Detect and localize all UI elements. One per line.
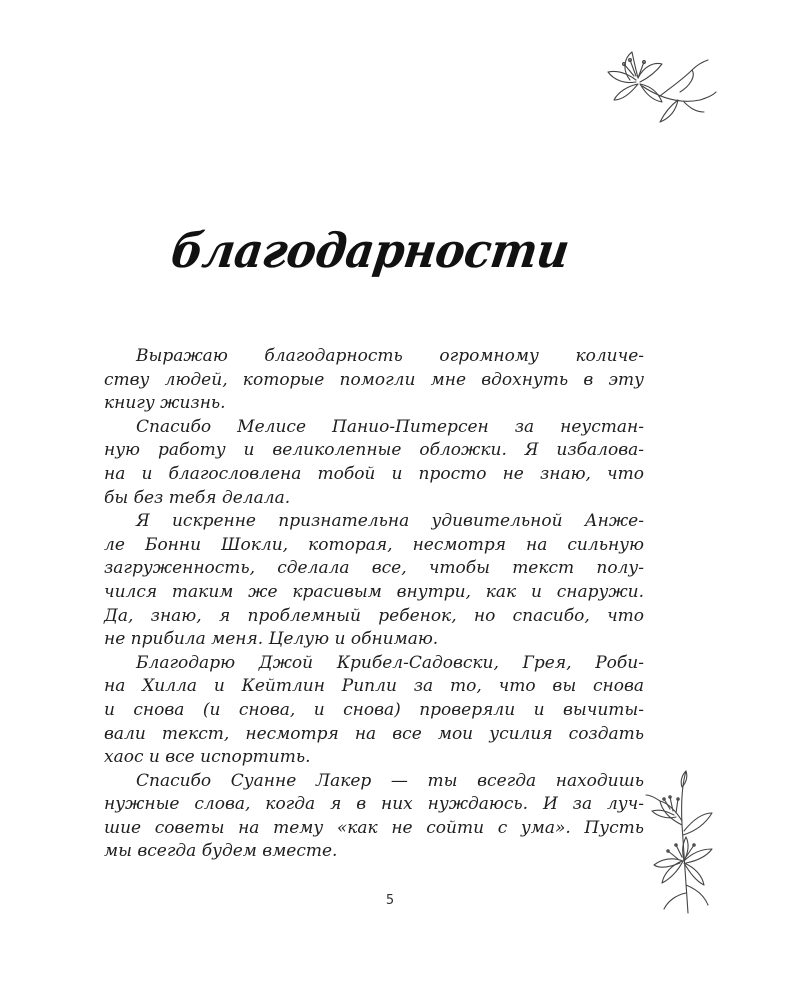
text-line: ству людей, которые помогли мне вдохнуть в эту bbox=[104, 369, 644, 390]
paragraph-5 bbox=[104, 770, 644, 864]
paragraph-3 bbox=[104, 510, 644, 652]
text-line: вали текст, несмотря на все мои усилия создать bbox=[104, 723, 644, 744]
text-line: на Хилла и Кейтлин Рипли за то, что вы снова bbox=[104, 676, 644, 697]
paragraph-4 bbox=[104, 652, 644, 770]
lily-flower-icon bbox=[600, 40, 720, 130]
text-line: книгу жизнь. bbox=[104, 393, 226, 414]
text-line: и снова (и снова, и снова) проверяли и вычиты- bbox=[104, 699, 644, 720]
lily-branch-icon bbox=[640, 765, 720, 915]
text-line: ную работу и великолепные обложки. Я избалова- bbox=[104, 440, 644, 461]
text-line: бы без тебя делала. bbox=[104, 487, 291, 508]
page-number: 5 bbox=[385, 893, 395, 908]
text-line: загруженность, сделала все, чтобы текст полу- bbox=[104, 558, 644, 579]
text-line: Спасибо Мелисе Панио-Питерсен за неустан- bbox=[136, 416, 644, 437]
text-line: чился таким же красивым внутри, как и снаружи. bbox=[104, 581, 644, 602]
text-line: мы всегда будем вместе. bbox=[104, 841, 338, 862]
acknowledgements-text bbox=[104, 345, 644, 864]
text-line: на и благословлена тобой и просто не знаю, что bbox=[104, 463, 644, 484]
text-line: Я искренне признательна удивительной Анже- bbox=[136, 511, 644, 532]
text-line: нужные слова, когда я в них нуждаюсь. И за луч- bbox=[104, 794, 644, 815]
text-line: не прибила меня. Целую и обнимаю. bbox=[104, 629, 439, 650]
text-line: Благодарю Джой Крибел-Садовски, Грея, Роби- bbox=[136, 652, 644, 673]
text-line: Да, знаю, я проблемный ребенок, но спасибо, что bbox=[104, 605, 644, 626]
paragraph-2 bbox=[104, 416, 644, 510]
text-line: хаос и все испортить. bbox=[104, 747, 311, 768]
text-line: шие советы на тему «как не сойти с ума». Пусть bbox=[104, 817, 644, 838]
text-line: ле Бонни Шокли, которая, несмотря на сильную bbox=[104, 534, 644, 555]
text-line: Спасибо Суанне Лакер — ты всегда находишь bbox=[136, 770, 644, 791]
chapter-title: благодарности bbox=[167, 223, 573, 279]
text-line: Выражаю благодарность огромному количе- bbox=[136, 346, 644, 366]
paragraph-1 bbox=[104, 345, 644, 416]
